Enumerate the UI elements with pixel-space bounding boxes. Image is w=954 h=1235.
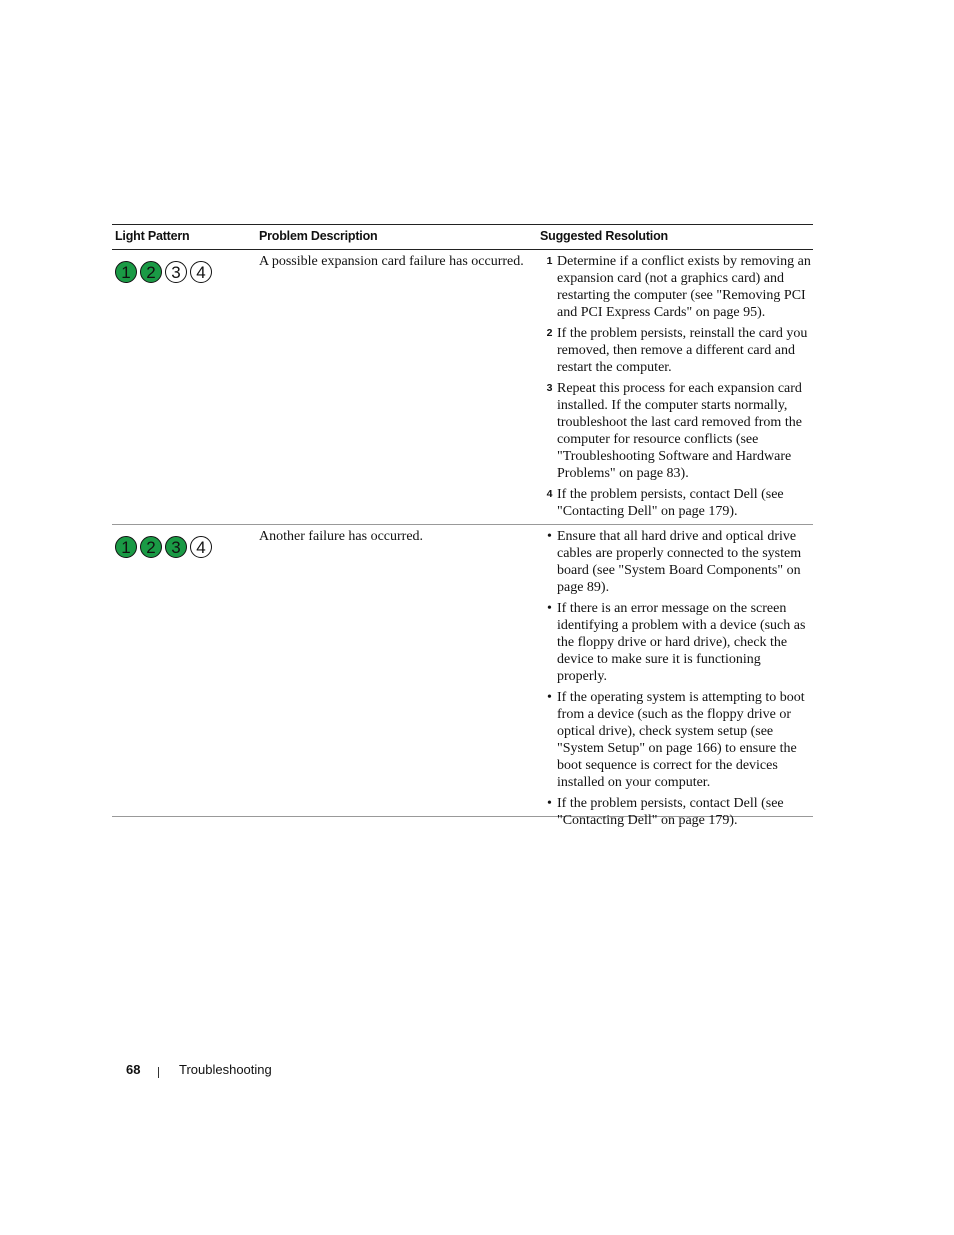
step-text: If the problem persists, contact Dell (see "Contacting Dell" on page 179). [557,487,784,519]
diagnostic-light-icon: 1 [115,536,137,558]
step-number: 1 [546,255,553,267]
resolution-step [544,380,814,482]
problem-description: A possible expansion card failure has occurred. [259,254,524,269]
diagnostic-lights [115,261,212,283]
bullet-text: If the operating system is attempting to boot from a device (such as the floppy drive or optical drive), check system setup (see "System Setup" on page 166) to ensure the boot sequence is correct for the devices installed on your computer. [557,690,805,790]
resolution-step [544,486,814,520]
bullet-marker: • [547,529,552,544]
suggested-resolution [544,253,814,524]
table-row [112,525,813,828]
header-light-pattern: Light Pattern [115,229,190,243]
resolution-step [544,325,814,376]
bullet-text: If there is an error message on the screen identifying a problem with a device (such as the floppy drive or hard drive), check the device to make sure it is functioning properly. [557,601,806,684]
step-text: Determine if a conflict exists by removing an expansion card (not a graphics card) and restarting the computer (see "Removing PCI and PCI Express Cards" on page 95). [557,254,811,320]
page-number: 68 [126,1062,141,1077]
resolution-bullet [544,689,814,791]
table-header [112,224,813,250]
header-problem-description: Problem Description [259,229,378,243]
diagnostic-light-icon: 2 [140,536,162,558]
section-title: Troubleshooting [179,1062,272,1077]
step-text: If the problem persists, reinstall the card you removed, then remove a different card and restart the computer. [557,326,808,375]
suggested-resolution [544,528,814,833]
problem-description: Another failure has occurred. [259,529,424,544]
footer-divider [158,1067,159,1078]
resolution-step [544,253,814,321]
resolution-bullet [544,795,814,829]
bullet-marker: • [547,690,552,705]
diagnostic-light-icon: 2 [140,261,162,283]
bullet-text: Ensure that all hard drive and optical drive cables are properly connected to the system board (see "System Board Components" on page 89). [557,529,802,595]
step-number: 2 [546,327,553,339]
diagnostic-light-icon: 3 [165,261,187,283]
bullet-marker: • [547,796,552,811]
step-number: 4 [546,488,553,500]
page-footer [0,1062,954,1082]
diagnostic-light-icon: 4 [190,536,212,558]
diagnostic-light-icon: 4 [190,261,212,283]
light-pattern-table [112,224,813,828]
step-text: Repeat this process for each expansion card installed. If the computer starts normally, troubleshoot the last card removed from the computer for resource conflicts (see "Troubleshooting Software and Hardware Problems" on page 83). [557,381,802,481]
step-number: 3 [546,382,553,394]
resolution-bullet [544,600,814,685]
diagnostic-lights [115,536,212,558]
table-row [112,250,813,525]
resolution-bullet [544,528,814,596]
header-suggested-resolution: Suggested Resolution [540,229,668,243]
diagnostic-light-icon: 1 [115,261,137,283]
diagnostic-light-icon: 3 [165,536,187,558]
bullet-marker: • [547,601,552,616]
bullet-text: If the problem persists, contact Dell (see "Contacting Dell" on page 179). [557,796,784,828]
